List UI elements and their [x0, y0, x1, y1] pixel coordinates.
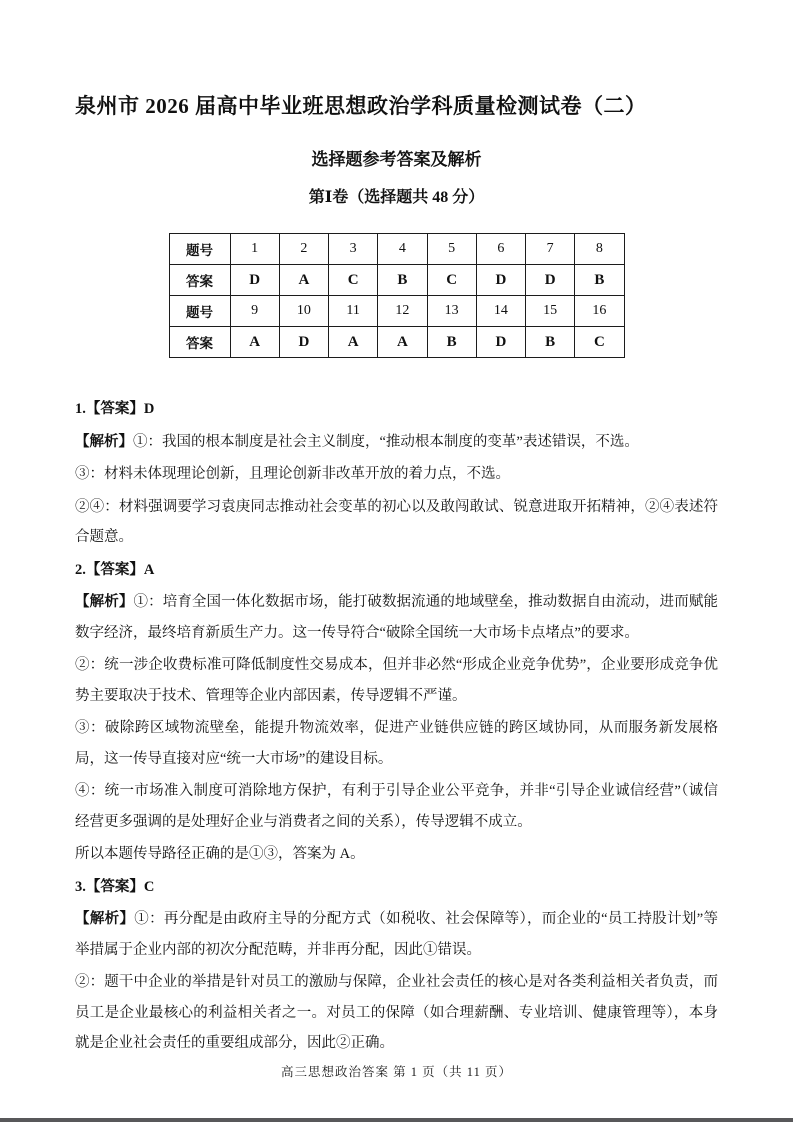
answer-label: 【答案】 — [85, 401, 144, 417]
answer-table-row — [169, 265, 624, 296]
paragraph-text: ①：再分配是由政府主导的分配方式（如税收、社会保障等），而企业的“员工持股计划”等举措属于企业内部的初次分配范畴，并非再分配，因此①错误。 — [75, 911, 718, 958]
answer-letter: C — [143, 878, 155, 895]
bottom-border-strip — [0, 1118, 793, 1122]
explanation-item — [75, 394, 718, 553]
paragraph-text: 所以本题传导路径正确的是①③，答案为 A。 — [75, 846, 365, 862]
paragraph-text: ②：题干中企业的举措是针对员工的激励与保障，企业社会责任的核心是对各类利益相关者负责，而员工是企业最核心的利益相关者之一。对员工的保障（如合理薪酬、专业培训、健康管理等），本身就是企业社会责任的重要组成部分，因此②正确。 — [75, 974, 718, 1051]
analysis-label: 【解析】 — [75, 594, 134, 610]
answer-cell: A — [329, 327, 378, 358]
question-number-cell: 8 — [575, 234, 624, 265]
question-number-cell: 2 — [279, 234, 328, 265]
paragraph-text: ③：材料未体现理论创新，且理论创新非改革开放的着力点，不选。 — [75, 466, 510, 482]
analysis-label: 【解析】 — [75, 911, 135, 927]
analysis-paragraph — [75, 587, 718, 648]
answer-key-table — [169, 233, 625, 358]
question-number-cell: 15 — [526, 296, 575, 327]
answer-cell: C — [575, 327, 624, 358]
question-number-cell: 5 — [427, 234, 476, 265]
answer-letter: D — [143, 401, 155, 417]
answer-cell: D — [279, 327, 328, 358]
question-number-cell: 1 — [230, 234, 279, 265]
row-label-cell: 题号 — [169, 234, 230, 265]
answer-cell: C — [427, 265, 476, 296]
paragraph-text: ②：统一涉企收费标准可降低制度性交易成本，但并非必然“形成企业竞争优势”，企业要形成竞争优势主要取决于技术、管理等企业内部因素，传导逻辑不严谨。 — [75, 657, 718, 704]
analysis-paragraph — [75, 459, 718, 490]
answer-cell: A — [230, 327, 279, 358]
question-number: 1. — [75, 401, 86, 417]
explanation-item — [75, 555, 718, 870]
analysis-paragraph — [75, 967, 718, 1059]
question-number-cell: 10 — [279, 296, 328, 327]
analysis-paragraph — [75, 713, 718, 774]
question-number: 2. — [75, 561, 86, 578]
answer-heading — [75, 872, 718, 903]
question-number-cell: 6 — [476, 234, 525, 265]
row-label-cell: 答案 — [169, 327, 230, 358]
answer-cell: D — [476, 265, 525, 296]
analysis-paragraph — [75, 427, 718, 458]
question-number-cell: 7 — [526, 234, 575, 265]
answer-label: 【答案】 — [85, 561, 144, 578]
row-label-cell: 题号 — [169, 296, 230, 327]
explanations-list — [75, 394, 718, 1059]
answer-cell: B — [526, 327, 575, 358]
analysis-paragraph — [75, 839, 718, 870]
question-number-cell: 3 — [329, 234, 378, 265]
answer-cell: D — [526, 265, 575, 296]
answer-cell: A — [279, 265, 328, 296]
answer-cell: D — [230, 265, 279, 296]
answer-table-body — [169, 234, 624, 358]
row-label-cell: 答案 — [169, 265, 230, 296]
question-number-cell: 13 — [427, 296, 476, 327]
document-title: 泉州市 2026 届高中毕业班思想政治学科质量检测试卷（二） — [75, 94, 647, 118]
answer-cell: C — [329, 265, 378, 296]
paragraph-text: ③：破除跨区域物流壁垒，能提升物流效率，促进产业链供应链的跨区域协同，从而服务新发展格局，这一传导直接对应“统一大市场”的建设目标。 — [75, 720, 718, 767]
answer-table-row — [169, 327, 624, 358]
question-number-cell: 16 — [575, 296, 624, 327]
analysis-paragraph — [75, 776, 718, 837]
analysis-label: 【解析】 — [75, 433, 133, 450]
question-number-cell: 14 — [476, 296, 525, 327]
answer-cell: B — [575, 265, 624, 296]
explanation-item — [75, 872, 718, 1059]
analysis-paragraph — [75, 904, 718, 965]
question-number-cell: 9 — [230, 296, 279, 327]
paragraph-text: ①：培育全国一体化数据市场，能打破数据流通的地域壁垒，推动数据自由流动，进而赋能数字经济，最终培育新质生产力。这一传导符合“破除全国统一大市场卡点堵点”的要求。 — [75, 594, 718, 641]
answer-cell: B — [427, 327, 476, 358]
question-number-cell: 11 — [329, 296, 378, 327]
answer-heading — [75, 394, 718, 425]
paragraph-text: ①：我国的根本制度是社会主义制度，“推动根本制度的变革”表述错误，不选。 — [133, 433, 639, 450]
answer-letter: A — [143, 561, 155, 578]
answer-cell: B — [378, 265, 427, 296]
answer-cell: D — [476, 327, 525, 358]
analysis-paragraph — [75, 650, 718, 711]
paragraph-text: ②④：材料强调要学习袁庚同志推动社会变革的初心以及敢闯敢试、锐意进取开拓精神，②④表述符合题意。 — [75, 498, 718, 545]
answer-table-row — [169, 234, 624, 265]
question-number-cell: 4 — [378, 234, 427, 265]
question-number: 3. — [75, 878, 86, 895]
answers-subtitle: 选择题参考答案及解析 — [311, 150, 482, 169]
question-number-cell: 12 — [378, 296, 427, 327]
answer-heading — [75, 555, 718, 586]
answer-table-row — [169, 296, 624, 327]
paragraph-text: ④：统一市场准入制度可消除地方保护，有利于引导企业公平竞争，并非“引导企业诚信经营”（诚信经营更多强调的是处理好企业与消费者之间的关系），传导逻辑不成立。 — [75, 783, 718, 830]
analysis-paragraph — [75, 492, 718, 553]
answer-cell: A — [378, 327, 427, 358]
answer-label: 【答案】 — [85, 878, 144, 895]
page-footer-text: 高三思想政治答案 第 1 页（共 11 页） — [281, 1065, 512, 1079]
section-heading: 第Ⅰ卷（选择题共 48 分） — [308, 189, 485, 206]
